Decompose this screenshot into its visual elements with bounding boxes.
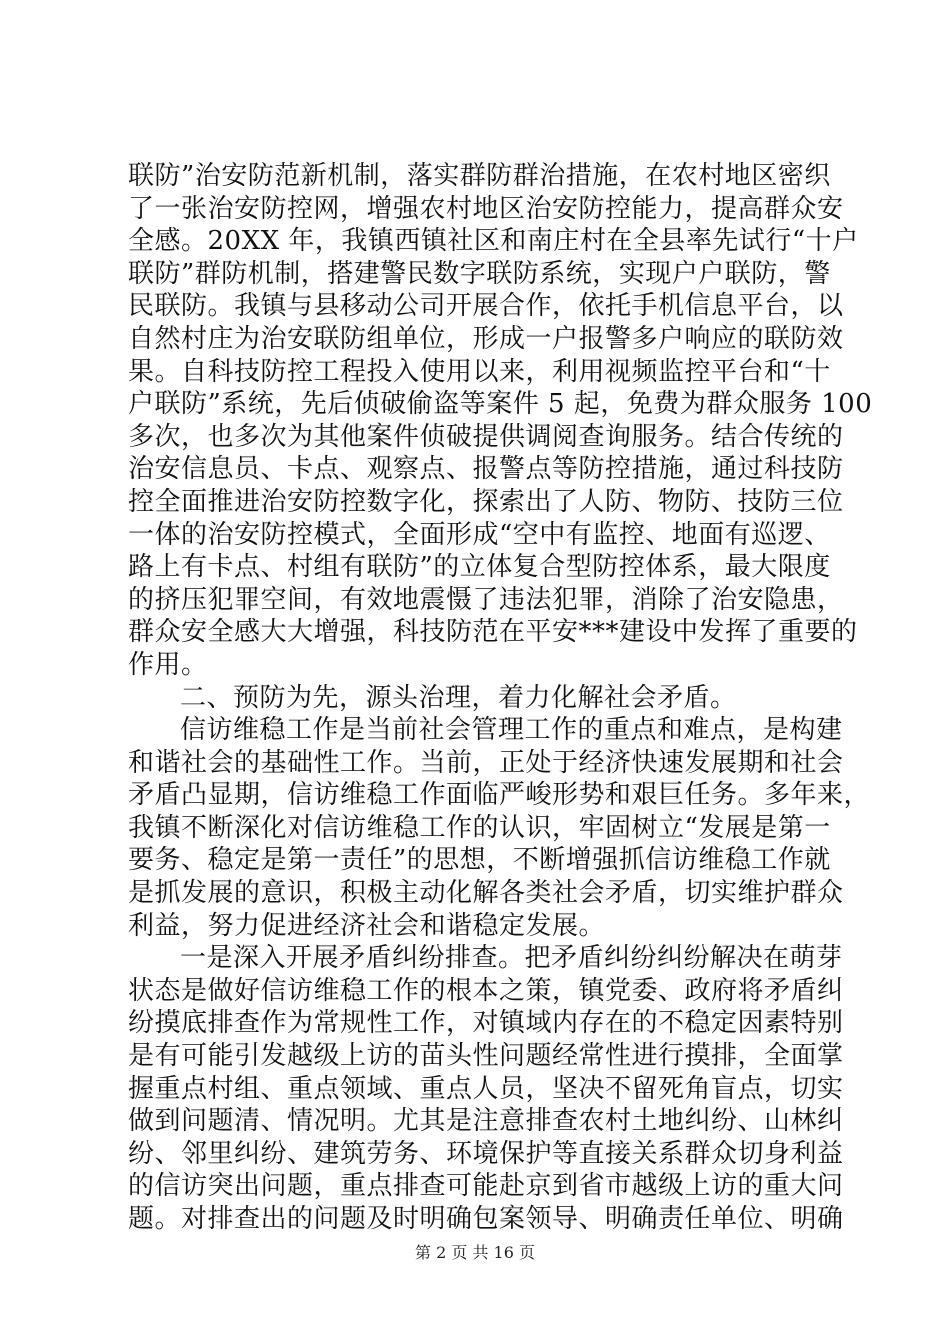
text-line: 多次，也多次为其他案件侦破提供调阅查询服务。结合传统的 bbox=[128, 421, 844, 452]
text-line: 控全面推进治安防控数字化，探索出了人防、物防、技防三位 bbox=[128, 486, 844, 517]
text-line: 一体的治安防控模式，全面形成“空中有监控、地面有巡逻、 bbox=[128, 519, 831, 550]
text-line: 作用。 bbox=[128, 649, 208, 680]
text-line: 矛盾凸显期，信访维稳工作面临严峻形势和艰巨任务。多年来， bbox=[128, 780, 871, 811]
text-line: 和谐社会的基础性工作。当前，正处于经济快速发展期和社会 bbox=[128, 747, 844, 778]
text-line: 全感。20XX 年，我镇西镇社区和南庄村在全县率先试行“十户 bbox=[128, 226, 859, 257]
text-line: 联防”治安防范新机制，落实群防群治措施，在农村地区密织 bbox=[128, 161, 831, 191]
text-line: 纷、邻里纠纷、建筑劳务、环境保护等直接关系群众切身利益 bbox=[128, 1138, 844, 1169]
text-line: 是抓发展的意识，积极主动化解各类社会矛盾，切实维护群众 bbox=[128, 878, 844, 909]
text-line: 果。自科技防控工程投入使用以来，利用视频监控平台和“十 bbox=[128, 356, 831, 387]
text-line: 二、预防为先，源头治理，着力化解社会矛盾。 bbox=[180, 682, 737, 713]
text-line: 是有可能引发越级上访的苗头性问题经常性进行摸排，全面掌 bbox=[128, 1041, 844, 1072]
text-line: 利益，努力促进经济社会和谐稳定发展。 bbox=[128, 910, 606, 941]
text-line: 联防”群防机制，搭建警民数字联防系统，实现户户联防，警 bbox=[128, 258, 831, 289]
text-line: 纷摸底排查作为常规性工作，对镇域内存在的不稳定因素特别 bbox=[128, 1008, 844, 1039]
page-footer: 第 2 页 共 16 页 bbox=[415, 1243, 535, 1262]
text-line: 一是深入开展矛盾纠纷排查。把矛盾纠纷纠纷解决在萌芽 bbox=[180, 943, 843, 974]
text-line: 了一张治安防控网，增强农村地区治安防控能力，提高群众安 bbox=[128, 193, 844, 224]
text-line: 户联防”系统，先后侦破偷盗等案件 5 起，免费为群众服务 100 bbox=[128, 389, 873, 420]
text-line: 状态是做好信访维稳工作的根本之策，镇党委、政府将矛盾纠 bbox=[128, 975, 844, 1006]
text-line: 题。对排查出的问题及时明确包案领导、明确责任单位、明确 bbox=[128, 1204, 844, 1234]
text-line: 治安信息员、卡点、观察点、报警点等防控措施，通过科技防 bbox=[128, 454, 844, 485]
text-line: 要务、稳定是第一责任”的思想，不断增强抓信访维稳工作就 bbox=[128, 845, 831, 876]
text-line: 自然村庄为治安联防组单位，形成一户报警多户响应的联防效 bbox=[128, 323, 844, 354]
text-line: 做到问题清、情况明。尤其是注意排查农村土地纠纷、山林纠 bbox=[128, 1106, 844, 1137]
text-line: 我镇不断深化对信访维稳工作的认识，牢固树立“发展是第一 bbox=[128, 812, 831, 843]
text-line: 的挤压犯罪空间，有效地震慑了违法犯罪，消除了治安隐患， bbox=[128, 584, 844, 615]
text-line: 的信访突出问题，重点排查可能赴京到省市越级上访的重大问 bbox=[128, 1171, 844, 1202]
text-line: 民联防。我镇与县移动公司开展合作，依托手机信息平台，以 bbox=[128, 291, 844, 322]
text-line: 握重点村组、重点领域、重点人员，坚决不留死角盲点，切实 bbox=[128, 1073, 844, 1104]
text-line: 群众安全感大大增强，科技防范在平安***建设中发挥了重要的 bbox=[128, 617, 858, 648]
text-line: 信访维稳工作是当前社会管理工作的重点和难点，是构建 bbox=[180, 715, 843, 746]
text-line: 路上有卡点、村组有联防”的立体复合型防控体系，最大限度 bbox=[128, 552, 831, 583]
document-body bbox=[128, 160, 873, 1236]
